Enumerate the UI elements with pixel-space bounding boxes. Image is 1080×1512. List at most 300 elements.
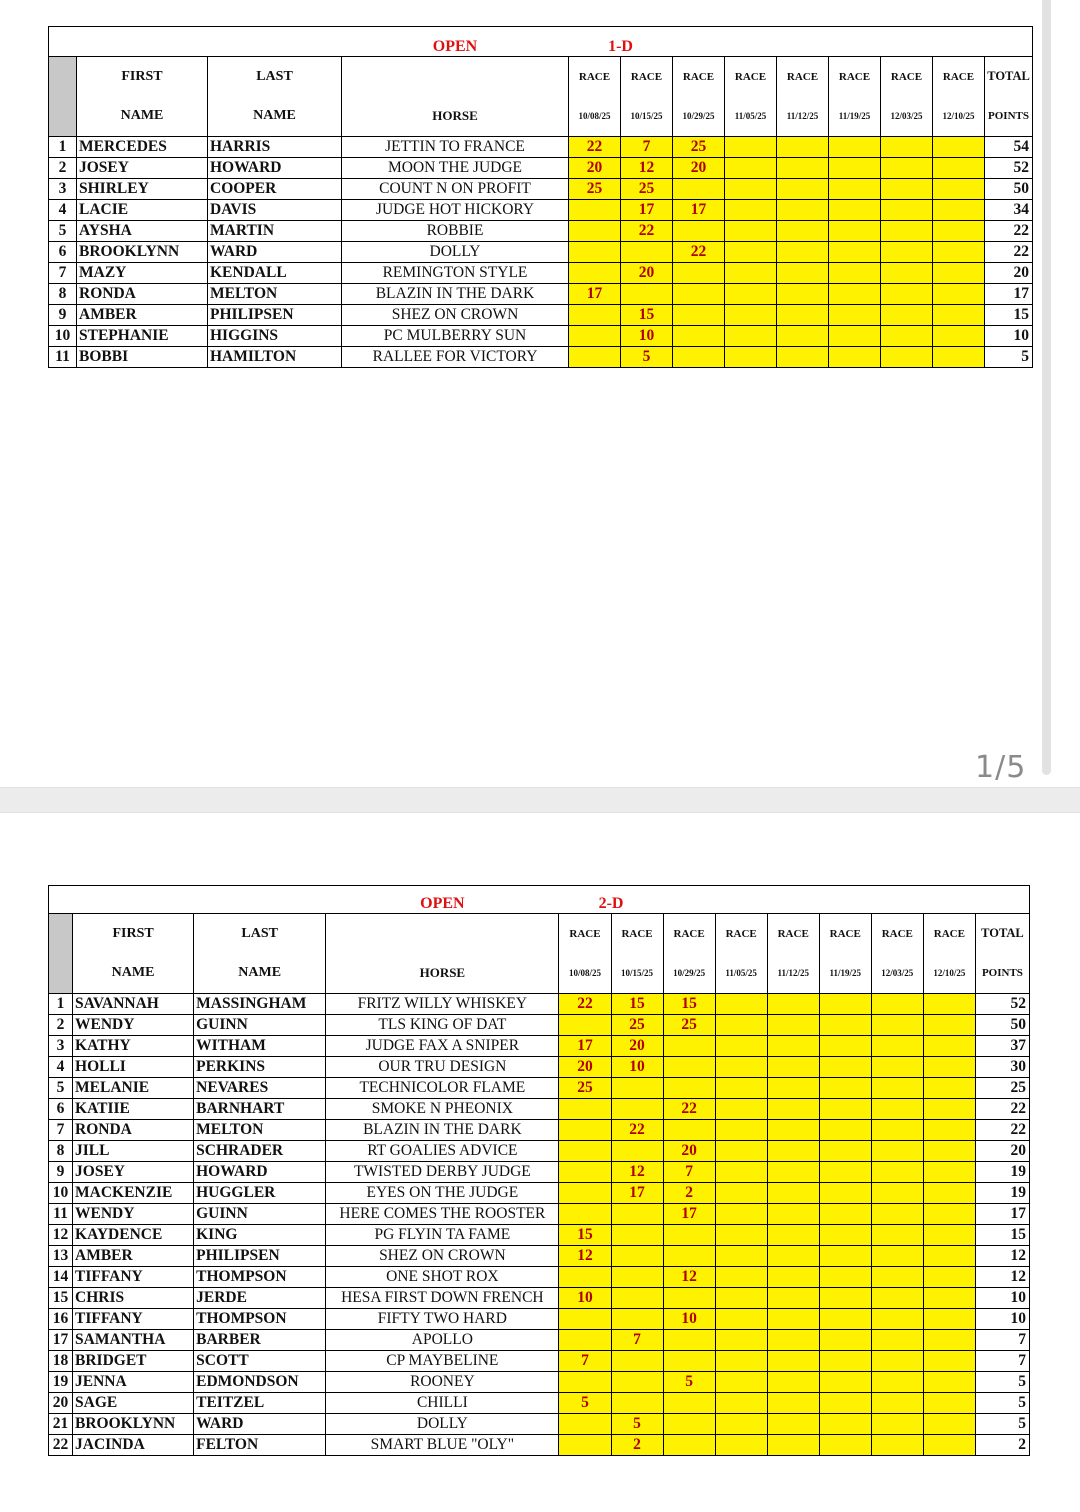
race-points-cell — [819, 1225, 871, 1246]
race-date-header: 12/03/25 — [881, 97, 933, 137]
last-name-cell: KING — [194, 1225, 326, 1246]
first-name-cell: BROOKLYNN — [73, 1414, 194, 1435]
row-number: 4 — [49, 200, 77, 221]
race-points-cell — [559, 1099, 611, 1120]
race-points-cell — [881, 284, 933, 305]
race-points-cell — [559, 1414, 611, 1435]
race-date-header: 11/05/25 — [725, 97, 777, 137]
table-row — [49, 305, 1033, 326]
first-name-cell: LACIE — [77, 200, 208, 221]
first-name-cell: WENDY — [73, 1204, 194, 1225]
race-points-cell — [777, 158, 829, 179]
race-points-cell — [767, 1288, 819, 1309]
race-points-cell — [871, 1351, 923, 1372]
horse-cell: DOLLY — [342, 242, 569, 263]
race-points-cell — [767, 1351, 819, 1372]
total-points-cell: 37 — [975, 1036, 1029, 1057]
race-points-cell — [871, 1414, 923, 1435]
race-points-cell — [819, 1099, 871, 1120]
last-name-cell: GUINN — [194, 1204, 326, 1225]
race-points-cell — [923, 1099, 975, 1120]
last-name-cell: PERKINS — [194, 1057, 326, 1078]
row-number: 13 — [49, 1246, 73, 1267]
race-points-cell — [871, 1435, 923, 1456]
race-points-cell — [777, 221, 829, 242]
race-points-cell: 22 — [611, 1120, 663, 1141]
race-points-cell — [871, 1162, 923, 1183]
race-points-cell: 10 — [559, 1288, 611, 1309]
race-points-cell — [819, 1267, 871, 1288]
last-name-cell: BARBER — [194, 1330, 326, 1351]
race-points-cell — [819, 1246, 871, 1267]
race-header: RACE — [559, 914, 611, 954]
race-points-cell — [819, 1204, 871, 1225]
row-number: 1 — [49, 137, 77, 158]
race-header: RACE — [881, 57, 933, 97]
race-points-cell — [569, 305, 621, 326]
race-points-cell — [829, 158, 881, 179]
race-points-cell — [923, 1288, 975, 1309]
race-points-cell: 20 — [569, 158, 621, 179]
horse-cell: COUNT N ON PROFIT — [342, 179, 569, 200]
race-points-cell — [663, 1435, 715, 1456]
race-points-cell — [715, 1288, 767, 1309]
race-date-header: 11/12/25 — [777, 97, 829, 137]
row-number: 9 — [49, 1162, 73, 1183]
last-name-cell: COOPER — [208, 179, 342, 200]
race-points-cell — [871, 1015, 923, 1036]
first-name-cell: AMBER — [77, 305, 208, 326]
race-points-cell — [871, 994, 923, 1015]
row-number: 14 — [49, 1267, 73, 1288]
table-row — [49, 284, 1033, 305]
row-number: 10 — [49, 326, 77, 347]
race-points-cell — [829, 137, 881, 158]
horse-cell: ROONEY — [326, 1372, 559, 1393]
total-points-cell: 2 — [975, 1435, 1029, 1456]
race-points-cell: 12 — [621, 158, 673, 179]
last-name-cell: HIGGINS — [208, 326, 342, 347]
first-name-cell: STEPHANIE — [77, 326, 208, 347]
race-points-cell — [715, 1015, 767, 1036]
last-name-cell: SCOTT — [194, 1351, 326, 1372]
horse-cell: HESA FIRST DOWN FRENCH — [326, 1288, 559, 1309]
row-number: 20 — [49, 1393, 73, 1414]
last-name-cell: WARD — [194, 1414, 326, 1435]
race-header: RACE — [725, 57, 777, 97]
race-date-header: 10/29/25 — [673, 97, 725, 137]
race-date-header: 10/08/25 — [559, 954, 611, 994]
race-points-cell — [611, 1141, 663, 1162]
race-points-cell — [871, 1099, 923, 1120]
race-points-cell: 15 — [621, 305, 673, 326]
race-points-cell — [715, 1309, 767, 1330]
race-points-cell — [767, 1309, 819, 1330]
last-name-cell: NEVARES — [194, 1078, 326, 1099]
race-points-cell — [725, 347, 777, 368]
race-points-cell — [715, 1099, 767, 1120]
race-points-cell — [725, 284, 777, 305]
total-points-cell: 54 — [985, 137, 1033, 158]
race-points-cell — [715, 1204, 767, 1225]
race-points-cell: 7 — [611, 1330, 663, 1351]
race-points-cell — [923, 1078, 975, 1099]
race-points-cell — [777, 284, 829, 305]
race-points-cell — [725, 263, 777, 284]
title-spacer — [663, 886, 1029, 914]
race-points-cell — [663, 1414, 715, 1435]
table-row — [49, 1393, 1030, 1414]
race-points-cell — [829, 179, 881, 200]
race-points-cell — [767, 994, 819, 1015]
race-header: RACE — [673, 57, 725, 97]
horse-cell: DOLLY — [326, 1414, 559, 1435]
row-number: 22 — [49, 1435, 73, 1456]
last-name-cell: DAVIS — [208, 200, 342, 221]
race-points-cell — [881, 242, 933, 263]
table-row — [49, 263, 1033, 284]
race-points-cell — [715, 1246, 767, 1267]
first-name-cell: JOSEY — [73, 1162, 194, 1183]
race-header: RACE — [611, 914, 663, 954]
race-points-cell — [767, 1393, 819, 1414]
horse-cell: JETTIN TO FRANCE — [342, 137, 569, 158]
first-name-cell: JILL — [73, 1141, 194, 1162]
last-name-cell: MELTON — [194, 1120, 326, 1141]
race-points-cell — [611, 1267, 663, 1288]
race-points-cell — [767, 1267, 819, 1288]
race-points-cell — [559, 1015, 611, 1036]
race-points-cell — [829, 200, 881, 221]
race-header: RACE — [923, 914, 975, 954]
row-number: 19 — [49, 1372, 73, 1393]
table-row — [49, 1015, 1030, 1036]
race-points-cell — [559, 1267, 611, 1288]
total-points-cell: 7 — [975, 1351, 1029, 1372]
total-points-cell: 10 — [975, 1288, 1029, 1309]
last-name-cell: TEITZEL — [194, 1393, 326, 1414]
race-points-cell — [559, 1435, 611, 1456]
row-number: 9 — [49, 305, 77, 326]
table-row — [49, 994, 1030, 1015]
total-points-cell: 5 — [975, 1414, 1029, 1435]
table-row — [49, 1078, 1030, 1099]
race-points-cell — [715, 1372, 767, 1393]
standings-table-2d — [48, 885, 1030, 1456]
table-row — [49, 1246, 1030, 1267]
last-name-cell: MASSINGHAM — [194, 994, 326, 1015]
race-points-cell — [559, 1309, 611, 1330]
row-number: 3 — [49, 179, 77, 200]
horse-cell: SMOKE N PHEONIX — [326, 1099, 559, 1120]
row-number: 5 — [49, 221, 77, 242]
race-points-cell — [923, 1120, 975, 1141]
race-points-cell: 12 — [559, 1246, 611, 1267]
race-date-header: 10/08/25 — [569, 97, 621, 137]
table-row — [49, 1414, 1030, 1435]
last-name-cell: THOMPSON — [194, 1309, 326, 1330]
race-points-cell — [871, 1267, 923, 1288]
race-header: RACE — [871, 914, 923, 954]
race-points-cell: 20 — [611, 1036, 663, 1057]
race-points-cell — [715, 1036, 767, 1057]
horse-header-spacer — [342, 57, 569, 97]
horse-cell: JUDGE FAX A SNIPER — [326, 1036, 559, 1057]
total-header: TOTAL — [975, 914, 1029, 954]
row-number: 10 — [49, 1183, 73, 1204]
last-name-cell: HOWARD — [194, 1162, 326, 1183]
last-name-cell: PHILIPSEN — [208, 305, 342, 326]
race-points-cell — [673, 263, 725, 284]
race-points-cell: 15 — [559, 1225, 611, 1246]
race-points-cell: 17 — [611, 1183, 663, 1204]
race-date-header: 11/05/25 — [715, 954, 767, 994]
table-row — [49, 1267, 1030, 1288]
row-number: 3 — [49, 1036, 73, 1057]
horse-cell: BLAZIN IN THE DARK — [326, 1120, 559, 1141]
race-points-cell — [673, 221, 725, 242]
horse-cell: TWISTED DERBY JUDGE — [326, 1162, 559, 1183]
race-points-cell — [715, 994, 767, 1015]
first-name-cell: SHIRLEY — [77, 179, 208, 200]
race-points-cell: 20 — [663, 1141, 715, 1162]
race-points-cell — [725, 305, 777, 326]
last-name-cell: BARNHART — [194, 1099, 326, 1120]
horse-cell: SMART BLUE "OLY" — [326, 1435, 559, 1456]
table-row — [49, 137, 1033, 158]
race-points-cell: 20 — [559, 1057, 611, 1078]
total-points-cell: 20 — [975, 1141, 1029, 1162]
last-name-cell: THOMPSON — [194, 1267, 326, 1288]
race-points-cell: 17 — [569, 284, 621, 305]
race-points-cell — [611, 1225, 663, 1246]
horse-cell: RT GOALIES ADVICE — [326, 1141, 559, 1162]
race-points-cell — [923, 1246, 975, 1267]
horse-cell: FIFTY TWO HARD — [326, 1309, 559, 1330]
race-points-cell — [819, 1309, 871, 1330]
row-number: 8 — [49, 284, 77, 305]
horse-cell: MOON THE JUDGE — [342, 158, 569, 179]
race-points-cell — [663, 1078, 715, 1099]
race-points-cell — [871, 1372, 923, 1393]
total-points-cell: 52 — [975, 994, 1029, 1015]
race-points-cell: 22 — [569, 137, 621, 158]
first-name-cell: JOSEY — [77, 158, 208, 179]
first-name-cell: MAZY — [77, 263, 208, 284]
race-points-cell — [819, 1036, 871, 1057]
race-points-cell — [767, 1414, 819, 1435]
total-points-cell: 17 — [985, 284, 1033, 305]
race-date-header: 11/19/25 — [819, 954, 871, 994]
race-points-cell — [767, 1204, 819, 1225]
race-points-cell — [767, 1183, 819, 1204]
race-points-cell — [871, 1120, 923, 1141]
race-points-cell — [871, 1036, 923, 1057]
first-name-cell: SAMANTHA — [73, 1330, 194, 1351]
standings-body — [49, 137, 1033, 368]
race-points-cell — [923, 1309, 975, 1330]
race-points-cell — [715, 1225, 767, 1246]
race-points-cell: 22 — [663, 1099, 715, 1120]
race-points-cell: 22 — [673, 242, 725, 263]
race-points-cell — [871, 1183, 923, 1204]
race-points-cell — [663, 1120, 715, 1141]
division-label: 1-D — [569, 27, 673, 57]
race-points-cell — [819, 1351, 871, 1372]
race-points-cell: 12 — [611, 1162, 663, 1183]
row-number: 4 — [49, 1057, 73, 1078]
race-points-cell — [923, 1351, 975, 1372]
last-name-cell: WARD — [208, 242, 342, 263]
race-points-cell — [611, 1099, 663, 1120]
race-date-header: 12/03/25 — [871, 954, 923, 994]
race-points-cell — [923, 1372, 975, 1393]
race-points-cell: 5 — [663, 1372, 715, 1393]
race-points-cell: 2 — [611, 1435, 663, 1456]
race-points-cell — [871, 1330, 923, 1351]
first-name-cell: CHRIS — [73, 1288, 194, 1309]
last-name-header: NAME — [208, 97, 342, 137]
table-row — [49, 1225, 1030, 1246]
first-name-cell: TIFFANY — [73, 1309, 194, 1330]
race-points-cell — [871, 1057, 923, 1078]
race-points-cell — [569, 347, 621, 368]
race-points-cell — [819, 1078, 871, 1099]
race-points-cell — [881, 263, 933, 284]
race-points-cell — [871, 1078, 923, 1099]
race-points-cell — [767, 1057, 819, 1078]
race-points-cell — [611, 1309, 663, 1330]
race-points-cell — [767, 1141, 819, 1162]
race-points-cell — [881, 158, 933, 179]
standings-body — [49, 994, 1030, 1456]
race-points-cell — [933, 263, 985, 284]
race-date-header: 10/15/25 — [611, 954, 663, 994]
total-points-cell: 22 — [985, 221, 1033, 242]
race-date-header: 10/29/25 — [663, 954, 715, 994]
race-points-cell — [715, 1141, 767, 1162]
race-points-cell — [559, 1183, 611, 1204]
race-points-cell — [715, 1183, 767, 1204]
total-points-cell: 22 — [975, 1099, 1029, 1120]
first-name-cell: TIFFANY — [73, 1267, 194, 1288]
race-points-cell — [663, 1330, 715, 1351]
race-header: RACE — [767, 914, 819, 954]
race-points-cell — [611, 1393, 663, 1414]
race-points-cell — [767, 1078, 819, 1099]
race-points-cell — [933, 200, 985, 221]
race-points-cell — [611, 1246, 663, 1267]
race-points-cell — [663, 1036, 715, 1057]
race-points-cell — [673, 326, 725, 347]
race-points-cell — [923, 1393, 975, 1414]
row-number: 5 — [49, 1078, 73, 1099]
race-points-cell — [923, 994, 975, 1015]
total-points-cell: 50 — [975, 1015, 1029, 1036]
race-points-cell — [621, 284, 673, 305]
race-points-cell: 10 — [621, 326, 673, 347]
race-points-cell — [819, 1288, 871, 1309]
race-points-cell — [611, 1078, 663, 1099]
first-name-cell: MELANIE — [73, 1078, 194, 1099]
table-row — [49, 1057, 1030, 1078]
race-points-cell — [881, 221, 933, 242]
race-points-cell — [881, 326, 933, 347]
race-points-cell — [923, 1435, 975, 1456]
row-number-header — [49, 914, 73, 994]
race-points-cell — [923, 1330, 975, 1351]
total-header: POINTS — [985, 97, 1033, 137]
scrollbar[interactable] — [1042, 0, 1051, 775]
race-points-cell — [767, 1246, 819, 1267]
race-points-cell — [715, 1393, 767, 1414]
race-points-cell — [777, 326, 829, 347]
total-points-cell: 52 — [985, 158, 1033, 179]
race-points-cell: 5 — [559, 1393, 611, 1414]
race-points-cell — [923, 1225, 975, 1246]
race-points-cell — [673, 179, 725, 200]
total-points-cell: 19 — [975, 1183, 1029, 1204]
race-points-cell: 20 — [621, 263, 673, 284]
last-name-cell: SCHRADER — [194, 1141, 326, 1162]
race-points-cell — [767, 1036, 819, 1057]
first-name-cell: KATIIE — [73, 1099, 194, 1120]
race-points-cell — [923, 1183, 975, 1204]
horse-cell: APOLLO — [326, 1330, 559, 1351]
race-points-cell: 22 — [621, 221, 673, 242]
race-points-cell — [569, 326, 621, 347]
first-name-cell: AYSHA — [77, 221, 208, 242]
race-points-cell — [871, 1288, 923, 1309]
horse-cell: HERE COMES THE ROOSTER — [326, 1204, 559, 1225]
race-header: RACE — [933, 57, 985, 97]
race-points-cell: 10 — [611, 1057, 663, 1078]
total-points-cell: 10 — [985, 326, 1033, 347]
race-points-cell — [923, 1162, 975, 1183]
first-name-cell: JENNA — [73, 1372, 194, 1393]
row-number: 2 — [49, 1015, 73, 1036]
race-points-cell: 25 — [663, 1015, 715, 1036]
race-points-cell — [715, 1120, 767, 1141]
total-points-cell: 50 — [985, 179, 1033, 200]
race-points-cell: 10 — [663, 1309, 715, 1330]
race-points-cell — [611, 1204, 663, 1225]
race-date-header: 12/10/25 — [933, 97, 985, 137]
race-points-cell — [819, 1414, 871, 1435]
total-points-cell: 5 — [975, 1372, 1029, 1393]
total-points-cell: 10 — [975, 1309, 1029, 1330]
race-points-cell — [829, 326, 881, 347]
table-row — [49, 1309, 1030, 1330]
total-points-cell: 25 — [975, 1078, 1029, 1099]
total-points-cell: 7 — [975, 1330, 1029, 1351]
race-points-cell — [933, 242, 985, 263]
total-points-cell: 15 — [975, 1225, 1029, 1246]
race-points-cell — [663, 1225, 715, 1246]
row-number: 17 — [49, 1330, 73, 1351]
horse-cell: RALLEE FOR VICTORY — [342, 347, 569, 368]
title-spacer — [49, 27, 342, 57]
last-name-cell: EDMONDSON — [194, 1372, 326, 1393]
table-row — [49, 1183, 1030, 1204]
last-name-cell: HUGGLER — [194, 1183, 326, 1204]
race-points-cell — [777, 347, 829, 368]
race-points-cell — [819, 1120, 871, 1141]
horse-cell: TLS KING OF DAT — [326, 1015, 559, 1036]
first-name-cell: SAVANNAH — [73, 994, 194, 1015]
row-number: 18 — [49, 1351, 73, 1372]
race-points-cell — [715, 1435, 767, 1456]
